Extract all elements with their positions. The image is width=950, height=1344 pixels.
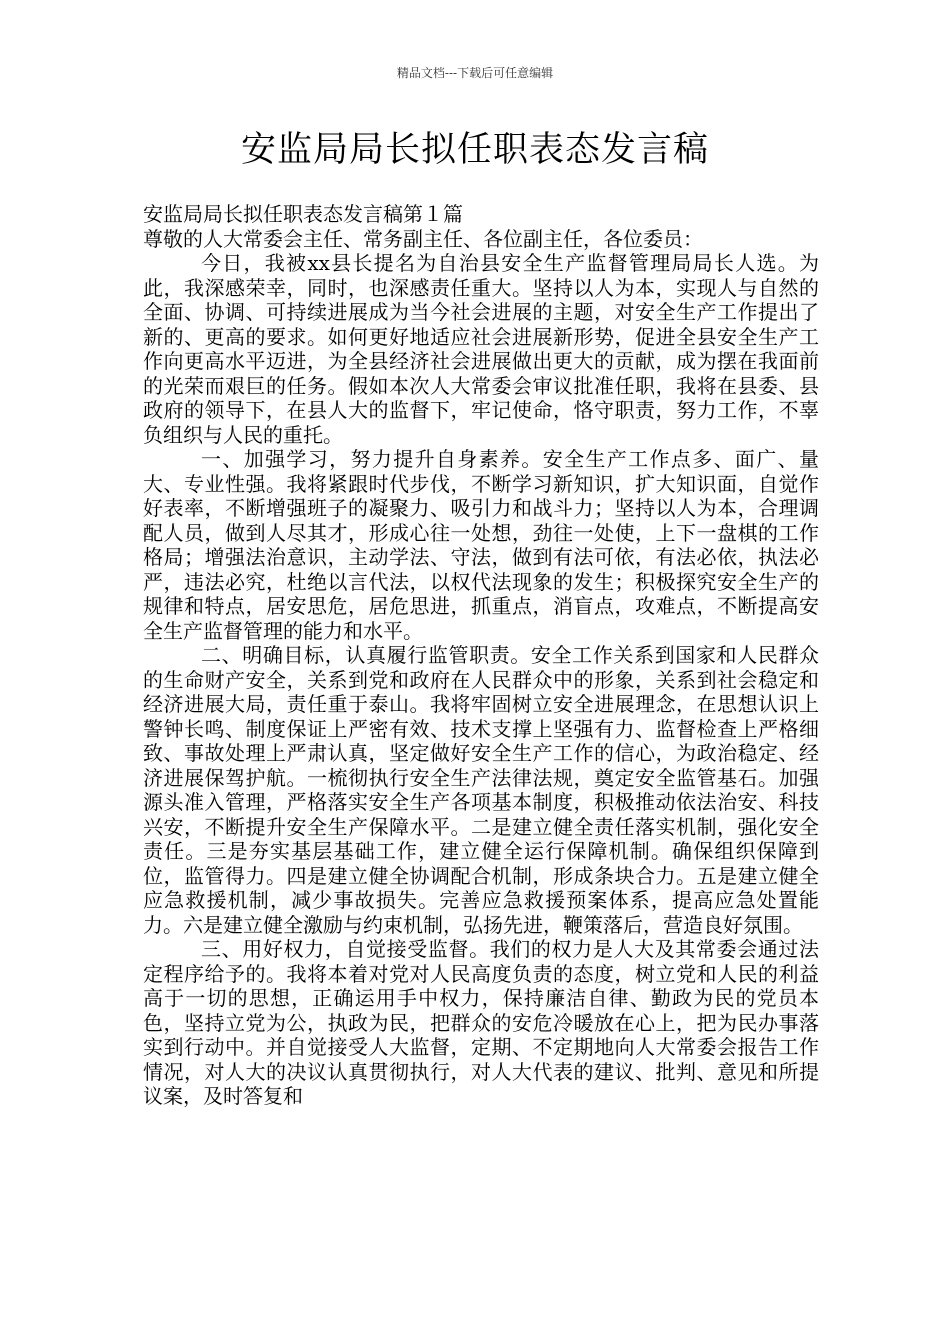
- paragraph-intro: 今日，我被xx县长提名为自治县安全生产监督管理局局长人选。为此，我深感荣幸，同时，也深感责任重大。坚持以人为本，实现人与自然的全面、协调、可持续进展成为当今社会进展的主题，对安全生产工作提出了新的、更高的要求。如何更好地适应社会进展新形势，促进全县安全生产工作向更高水平迈进，为全县经济社会进展做出更大的贡献，成为摆在我面前的光荣而艰巨的任务。假如本次人大常委会审议批准任职，我将在县委、县政府的领导下，在县人大的监督下，牢记使命，恪守职责，努力工作，不辜负组织与人民的重托。: [143, 251, 819, 447]
- document-body: [143, 202, 819, 1109]
- document-title: 安监局局长拟任职表态发言稿: [240, 130, 709, 170]
- salutation: 尊敬的人大常委会主任、常务副主任、各位副主任，各位委员：: [143, 226, 703, 251]
- paragraph-section-one: 一、加强学习，努力提升自身素养。安全生产工作点多、面广、量大、专业性强。我将紧跟时代步伐，不断学习新知识，扩大知识面，自觉作好表率，不断增强班子的凝聚力、吸引力和战斗力；坚持以人为本，合理调配人员，做到人尽其才，形成心往一处想，劲往一处使，上下一盘棋的工作格局；增强法治意识，主动学法、守法，做到有法可依，有法必依，执法必严，违法必究，杜绝以言代法，以权代法现象的发生；积极探究安全生产的规律和特点，居安思危，居危思进，抓重点，消盲点，攻难点，不断提高安全生产监督管理的能力和水平。: [143, 447, 819, 643]
- paragraph-section-three: 三、用好权力，自觉接受监督。我们的权力是人大及其常委会通过法定程序给予的。我将本着对党对人民高度负责的态度，树立党和人民的利益高于一切的思想，正确运用手中权力，保持廉洁自律、勤政为民的党员本色，坚持立党为公，执政为民，把群众的安危冷暖放在心上，把为民办事落实到行动中。并自觉接受人大监督，定期、不定期地向人大常委会报告工作情况，对人大的决议认真贯彻执行，对人大代表的建议、批判、意见和所提议案，及时答复和: [143, 937, 819, 1108]
- paragraph-section-two: 二、明确目标，认真履行监管职责。安全工作关系到国家和人民群众的生命财产安全，关系到党和政府在人民群众中的形象，关系到社会稳定和经济进展大局，责任重于泰山。我将牢固树立安全进展理念，在思想认识上警钟长鸣、制度保证上严密有效、技术支撑上坚强有力、监督检查上严格细致、事故处理上严肃认真，坚定做好安全生产工作的信心，为政治稳定、经济进展保驾护航。一梳彻执行安全生产法律法规，奠定安全监管基石。加强源头准入管理，严格落实安全生产各项基本制度，积极推动依法治安、科技兴安，不断提升安全生产保障水平。二是建立健全责任落实机制，强化安全责任。三是夯实基层基础工作，建立健全运行保障机制。确保组织保障到位，监管得力。四是建立健全协调配合机制，形成条块合力。五是建立健全应急救援机制，减少事故损失。完善应急救援预案体系，提高应急处置能力。六是建立健全激励与约束机制，弘扬先进，鞭策落后，营造良好氛围。: [143, 643, 819, 937]
- section-subheading: 安监局局长拟任职表态发言稿第１篇: [143, 202, 463, 226]
- header-note: 精品文档---下载后可任意编辑: [396, 66, 554, 80]
